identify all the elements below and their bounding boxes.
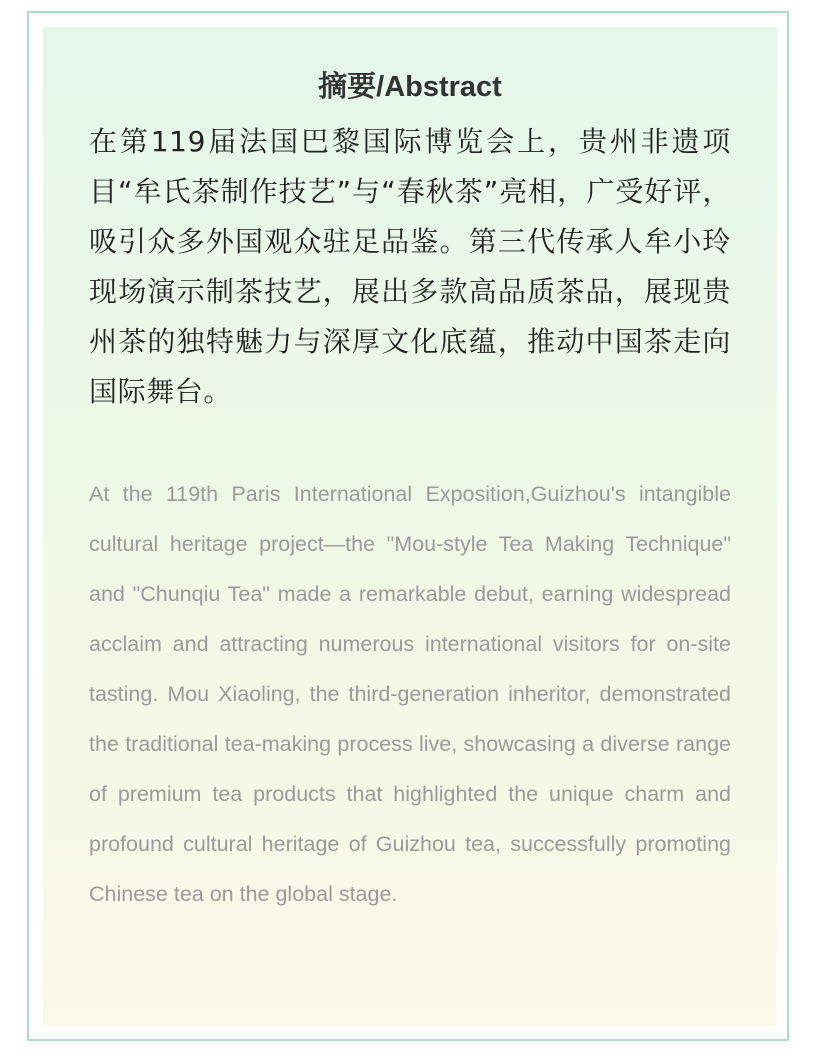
abstract-heading: 摘要/Abstract <box>318 71 502 103</box>
abstract-english-text: At the 119th Paris International Exposition,Guizhou's intangible cultural heritage project—the "Mou-style Tea Making Technique" and "Chunqiu Tea" made a remarkable debut, earning widespread acclaim and attracting numerous international visitors for on-site tasting. Mou Xiaoling, the third-generation inheritor, demonstrated the traditional tea-making process live, showcasing a diverse range of premium tea products that highlighted the unique charm and profound cultural heritage of Guizhou tea, successfully promoting Chinese tea on the global stage. <box>89 482 731 906</box>
abstract-chinese-text: 在第119届法国巴黎国际博览会上，贵州非遗项目“牟氏茶制作技艺”与“春秋茶”亮相，广受好评，吸引众多外国观众驻足品鉴。第三代传承人牟小玲现场演示制茶技艺，展出多款高品质茶品，展现贵州茶的独特魅力与深厚文化底蕴，推动中国茶走向国际舞台。 <box>89 125 731 408</box>
abstract-panel <box>43 27 777 1026</box>
